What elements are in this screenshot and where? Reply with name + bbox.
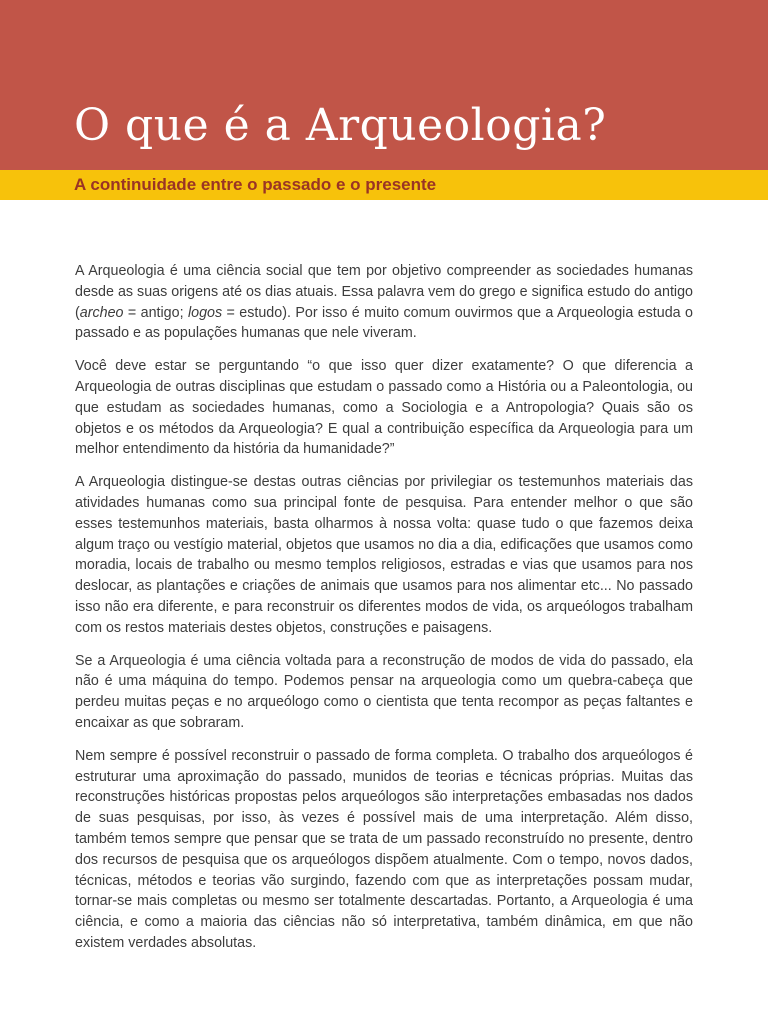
p1-text-b: = antigo; (123, 304, 188, 321)
page-title: O que é a Arqueologia? (74, 100, 607, 151)
term-logos: logos (187, 304, 223, 321)
paragraph-1 (75, 261, 693, 344)
paragraph-3: A Arqueologia distingue-se destas outras ciências por privilegiar os testemunhos materiais das atividades humanas como sua principal fonte de pesquisa. Para entender melhor o que são esses testemunhos materiais, basta olharmos à nossa volta: quase tudo o que fazemos deixa algum traço ou vestígio material, objetos que usamos no dia a dia, edificações que usamos como moradia, locais de trabalho ou mesmo templos religiosos, estradas e vias que usamos para nos deslocar, as plantações e criações de animais que usamos para nos alimentar etc... No passado isso não era diferente, e para reconstruir os diferentes modos de vida, os arqueólogos trabalham com os restos materiais destes objetos, construções e paisagens. (75, 474, 693, 636)
page-subtitle: A continuidade entre o passado e o presente (74, 175, 437, 194)
p1-text-c: = estudo). Por isso é muito comum ouvirmos que a Arqueologia estuda o passado e as populações humanas que nele viveram. (75, 304, 693, 342)
paragraph-4: Se a Arqueologia é uma ciência voltada para a reconstrução de modos de vida do passado, ela não é uma máquina do tempo. Podemos pensar na arqueologia como um quebra-cabeça que perdeu muitas peças e no arqueólogo como o cientista que tenta recompor as peças faltantes e encaixar as que sobraram. (75, 652, 693, 731)
subtitle-band (0, 170, 768, 200)
title-band (0, 0, 768, 170)
paragraph-5: Nem sempre é possível reconstruir o passado de forma completa. O trabalho dos arqueólogos é estruturar uma aproximação do passado, munidos de teorias e técnicas próprias. Muitas das reconstruções históricas propostas pelos arqueólogos são interpretações embasadas nos dados de suas pesquisas, por isso, às vezes é possível mais de uma interpretação. Além disso, também temos sempre que pensar que se trata de um passado reconstruído no presente, dentro dos recursos de pesquisa que os arqueólogos dispõem atualmente. Com o tempo, novos dados, técnicas, métodos e teorias vão surgindo, fazendo com que as interpretações possam mudar, tornar-se mais completas ou mesmo ser totalmente descartadas. Portanto, a Arqueologia é uma ciência, e como a maioria das ciências não só interpretativa, também dinâmica, em que não existem verdades absolutas. (75, 747, 693, 951)
paragraph-2: Você deve estar se perguntando “o que isso quer dizer exatamente? O que diferencia a Arqueologia de outras disciplinas que estudam o passado como a História ou a Paleontologia, ou que estudam as sociedades humanas, como a Sociologia e a Antropologia? Quais são os objetos e os métodos da Arqueologia? E qual a contribuição específica da Arqueologia para um melhor entendimento da história da humanidade?” (75, 358, 693, 458)
article-body (75, 261, 693, 966)
term-archeo: archeo (79, 304, 124, 321)
p1-text-a: A Arqueologia é uma ciência social que tem por objetivo compreender as sociedades humanas desde as suas origens até os dias atuais. Essa palavra vem do grego e significa estudo do antigo ( (75, 263, 693, 321)
